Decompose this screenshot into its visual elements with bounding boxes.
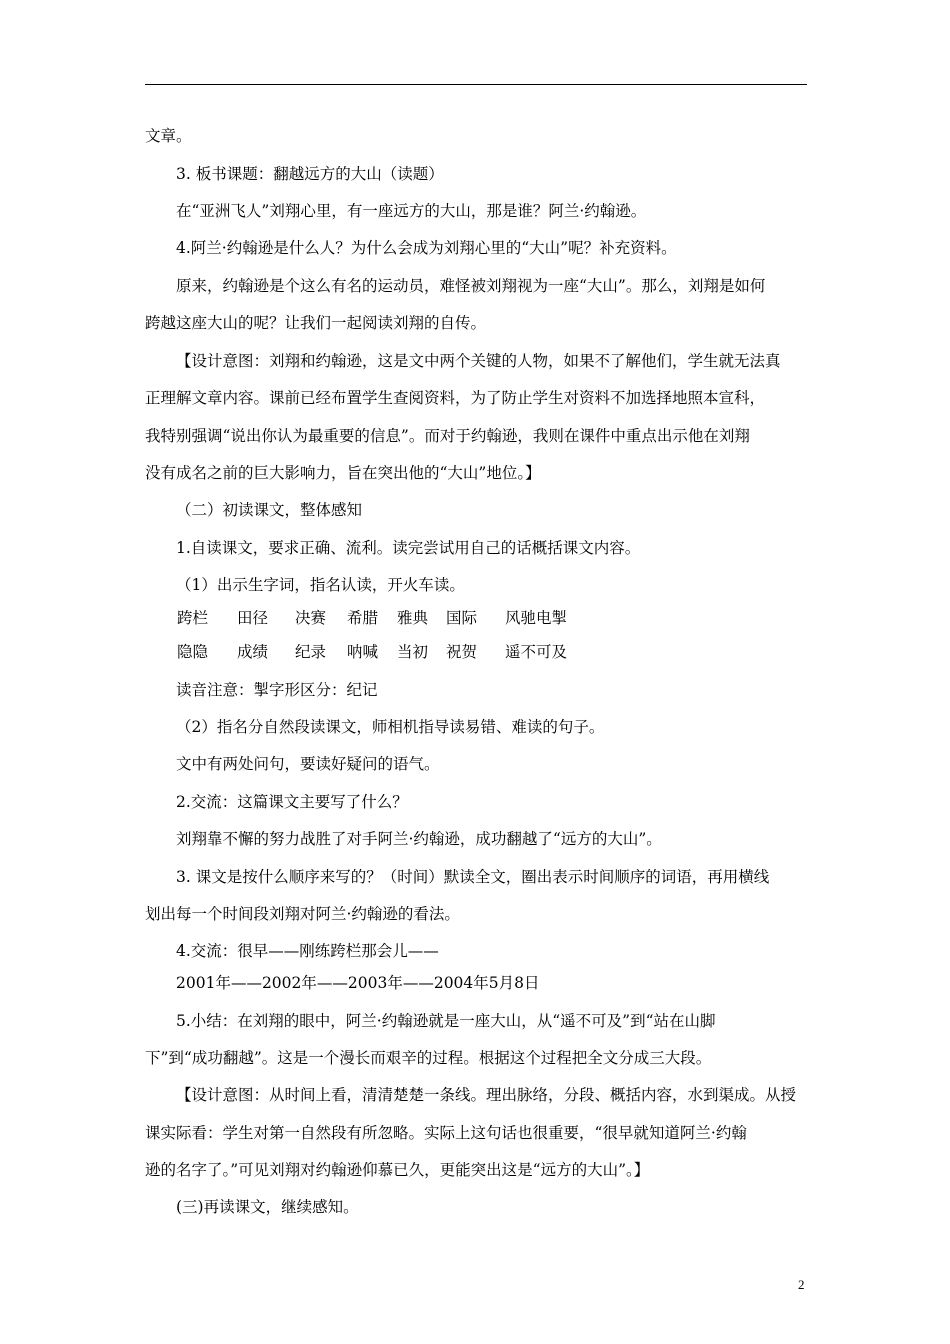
text-line: 读音注意：掣字形区分：纪记 xyxy=(176,681,378,699)
text-line: 2.交流：这篇课文主要写了什么？ xyxy=(176,793,408,811)
text-line: 【设计意图：从时间上看，清清楚楚一条线。理出脉络，分段、概括内容，水到渠成。从授 xyxy=(176,1086,797,1104)
vocab-word: 遥不可及 xyxy=(505,643,568,661)
text-line: 文中有两处问句，要读好疑问的语气。 xyxy=(176,755,440,773)
vocab-word: 隐隐 xyxy=(177,643,209,661)
vocab-word: 田径 xyxy=(237,609,269,627)
text-line: 划出每一个时间段刘翔对阿兰·约翰逊的看法。 xyxy=(145,905,460,923)
vocab-word: 呐喊 xyxy=(347,643,379,661)
text-line: 刘翔靠不懈的努力战胜了对手阿兰·约翰逊，成功翻越了“远方的大山”。 xyxy=(176,830,662,848)
text-line: 下”到“成功翻越”。这是一个漫长而艰辛的过程。根据这个过程把全文分成三大段。 xyxy=(145,1049,712,1067)
text-line: 我特别强调“说出你认为最重要的信息”。而对于约翰逊，我则在课件中重点出示他在刘翔 xyxy=(145,427,750,445)
vocab-word: 纪录 xyxy=(295,643,327,661)
vocab-word: 希腊 xyxy=(347,609,379,627)
text-line: 4.交流：很早——刚练跨栏那会儿—— xyxy=(176,942,439,960)
vocab-word: 跨栏 xyxy=(177,609,209,627)
header-rule xyxy=(145,84,807,85)
text-line: 没有成名之前的巨大影响力，旨在突出他的“大山”地位。】 xyxy=(145,464,541,482)
vocab-word: 当初 xyxy=(397,643,429,661)
text-line: 在“亚洲飞人”刘翔心里，有一座远方的大山，那是谁？阿兰·约翰逊。 xyxy=(176,202,647,220)
text-line: （1）出示生字词，指名认读，开火车读。 xyxy=(176,576,465,594)
section-heading: (三)再读课文，继续感知。 xyxy=(176,1198,359,1216)
text-line: 课实际看：学生对第一自然段有所忽略。实际上这句话也很重要，“很早就知道阿兰·约翰 xyxy=(145,1124,747,1142)
text-line: 4.阿兰·约翰逊是什么人？为什么会成为刘翔心里的“大山”呢？补充资料。 xyxy=(176,239,677,257)
text-line: 原来，约翰逊是个这么有名的运动员，难怪被刘翔视为一座“大山”。那么，刘翔是如何 xyxy=(176,277,766,295)
text-line: 跨越这座大山的呢？让我们一起阅读刘翔的自传。 xyxy=(145,314,487,332)
vocab-word: 祝贺 xyxy=(446,643,478,661)
text-line: 【设计意图：刘翔和约翰逊，这是文中两个关键的人物，如果不了解他们，学生就无法真 xyxy=(176,352,781,370)
vocab-word: 成绩 xyxy=(237,643,269,661)
text-line: 3. 课文是按什么顺序来写的？（时间）默读全文，圈出表示时间顺序的词语，再用横线 xyxy=(176,868,770,886)
text-line: （2）指名分自然段读课文，师相机指导读易错、难读的句子。 xyxy=(176,718,605,736)
text-line: 逊的名字了。”可见刘翔对约翰逊仰慕已久，更能突出这是“远方的大山”。】 xyxy=(145,1161,650,1179)
vocab-word: 国际 xyxy=(446,609,478,627)
vocab-word: 风驰电掣 xyxy=(505,609,568,627)
section-heading: （二）初读课文，整体感知 xyxy=(176,501,363,519)
text-line: 5.小结：在刘翔的眼中，阿兰·约翰逊就是一座大山，从“遥不可及”到“站在山脚 xyxy=(176,1012,716,1030)
text-line: 3. 板书课题：翻越远方的大山（读题） xyxy=(176,165,444,183)
text-line: 2001年——2002年——2003年——2004年5月8日 xyxy=(176,974,540,992)
text-line: 1.自读课文，要求正确、流利。读完尝试用自己的话概括课文内容。 xyxy=(176,539,641,557)
vocab-word: 雅典 xyxy=(397,609,429,627)
text-line: 文章。 xyxy=(145,127,192,145)
text-line: 正理解文章内容。课前已经布置学生查阅资料，为了防止学生对资料不加选择地照本宣科， xyxy=(145,389,766,407)
vocab-word: 决赛 xyxy=(295,609,327,627)
page-number: 2 xyxy=(798,1277,805,1292)
